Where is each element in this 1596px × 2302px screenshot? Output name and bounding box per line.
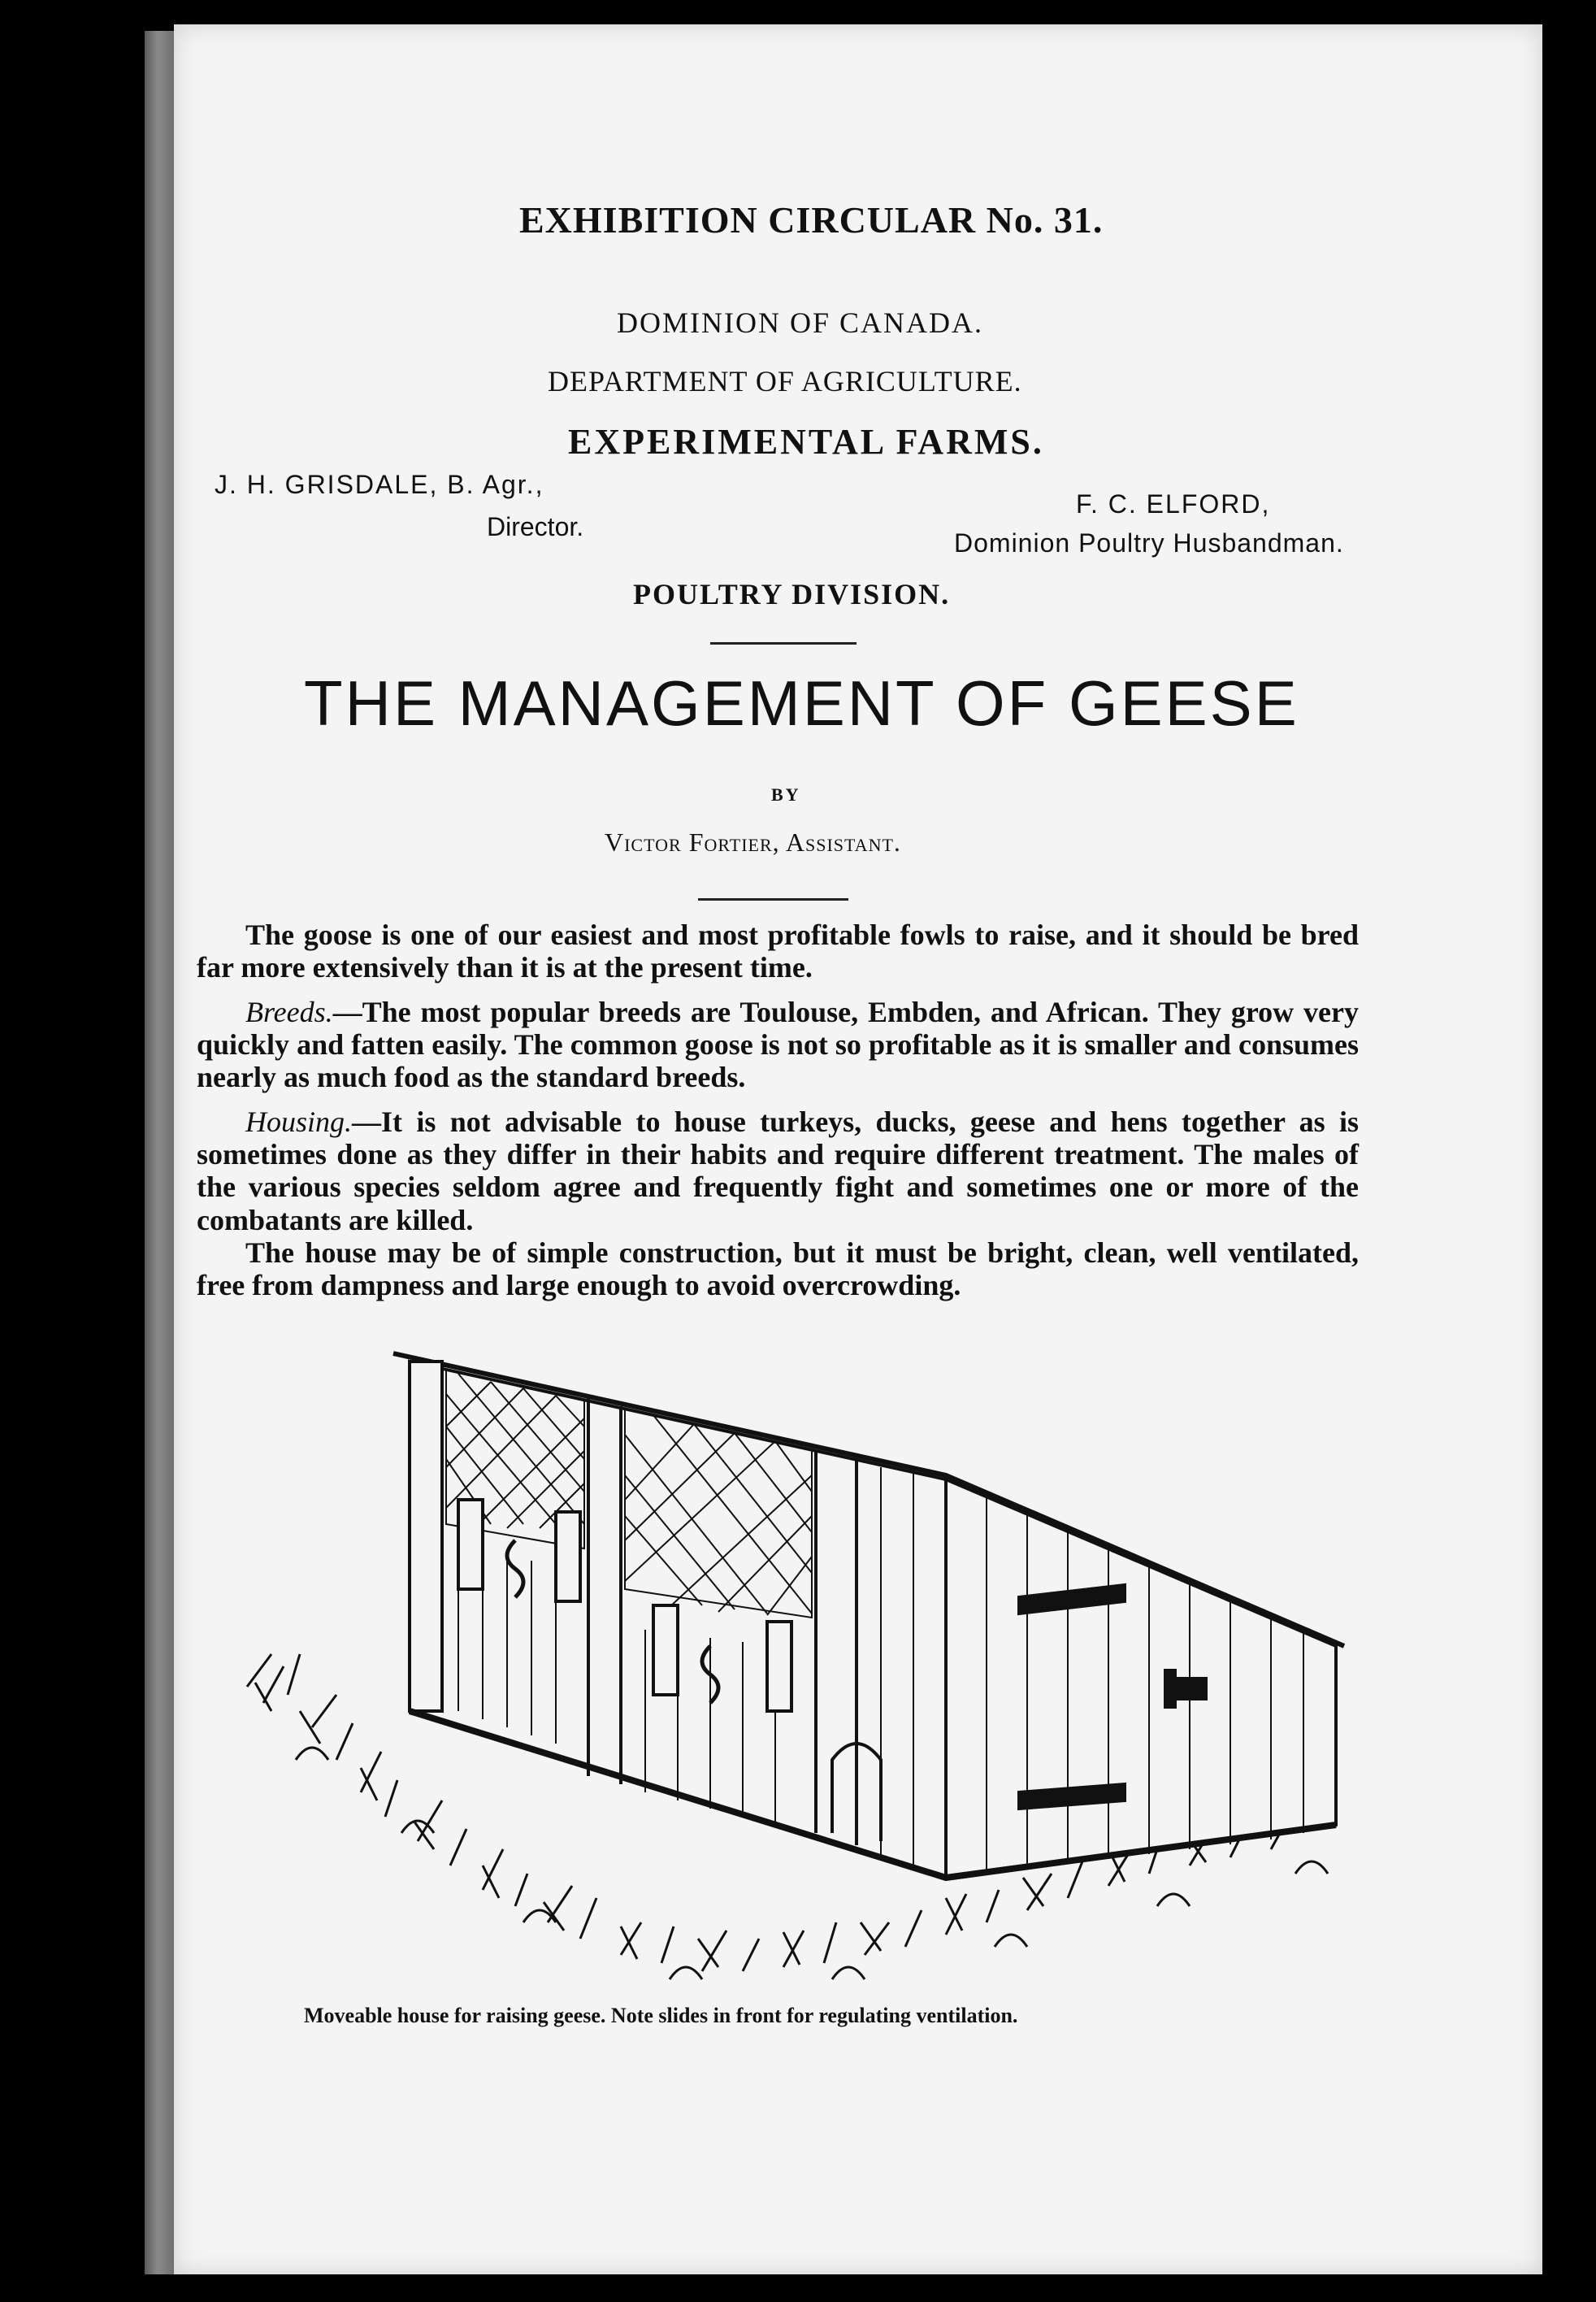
paragraph-construction: The house may be of simple construction, but it must be bright, clean, well ventilated, free from dampness and large enough to avoid overcrowding. [197,1236,1359,1302]
byline-author: Victor Fortier, Assistant. [605,827,901,857]
housing-label: Housing. [245,1105,353,1138]
division-heading: POULTRY DIVISION. [633,578,951,610]
document-page [174,24,1542,2274]
director-name: J. H. GRISDALE, B. Agr., [215,470,544,499]
paragraph-intro: The goose is one of our easiest and most profitable fowls to raise, and it should be bred far more extensively than it is at the present time. [197,919,1359,984]
director-role: Director. [487,512,584,541]
book-spine [145,31,177,2274]
circular-number: EXHIBITION CIRCULAR No. 31. [519,199,1104,241]
husbandman-name: F. C. ELFORD, [1076,489,1271,519]
paragraph-breeds [197,996,1359,1094]
page-title: THE MANAGEMENT OF GEESE [304,667,1299,739]
breeds-text: —The most popular breeds are Toulouse, Embden, and African. They grow very quickly and fatten easily. The common goose is not so profitable as it is smaller and consumes nearly as much food as the standard breeds. [197,995,1359,1094]
article-body [197,919,1359,1313]
department-heading: DEPARTMENT OF AGRICULTURE. [548,365,1022,397]
farms-heading: EXPERIMENTAL FARMS. [568,422,1044,462]
country-heading: DOMINION OF CANADA. [617,306,983,339]
husbandman-role: Dominion Poultry Husbandman. [954,528,1344,558]
divider-rule [698,898,848,901]
goose-house-illustration [215,1305,1401,2012]
byline-by: BY [771,784,801,805]
paragraph-housing [197,1105,1359,1236]
divider-rule [710,642,857,645]
housing-text: —It is not advisable to house turkeys, ducks, geese and hens together as is sometimes done as they differ in their habits and require different treatment. The males of the various species seldom agree and frequently fight and sometimes one or more of the combatants are killed. [197,1105,1359,1236]
figure-caption: Moveable house for raising geese. Note slides in front for regulating ventilation. [304,2004,1018,2027]
breeds-label: Breeds. [245,995,333,1028]
